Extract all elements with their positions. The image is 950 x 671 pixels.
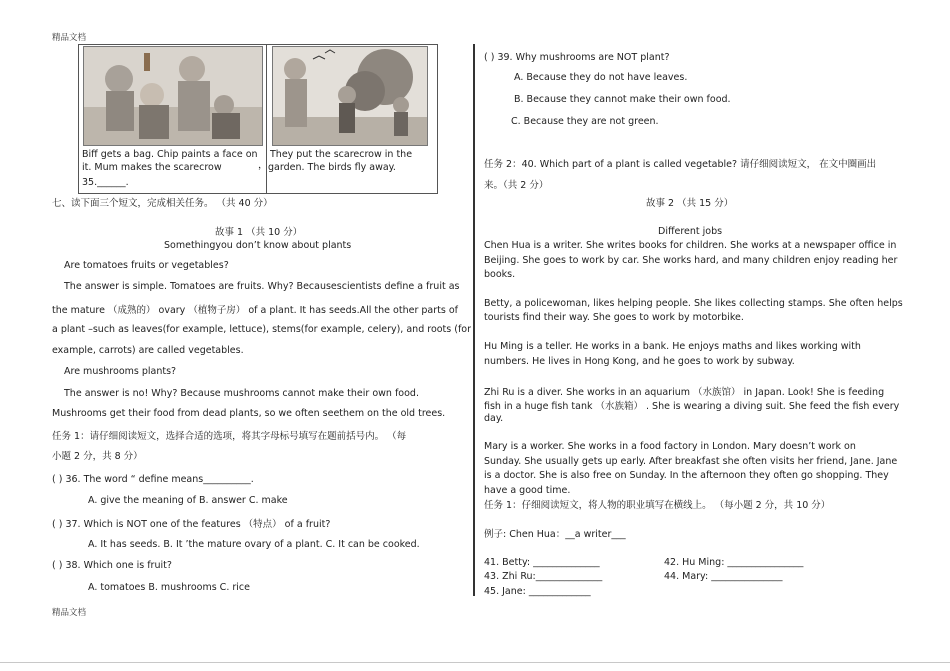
story-2-subtitle: Different jobs bbox=[658, 226, 723, 237]
right-caption-line-1: They put the scarecrow in the bbox=[270, 149, 413, 160]
page-header-label: 精品文档 bbox=[52, 33, 87, 43]
question-38: ( ) 38. Which one is fruit? bbox=[52, 560, 172, 571]
story-2-paragraph-line: books. bbox=[484, 269, 516, 280]
task-2-question-40-cont: 来。（共 2 分） bbox=[484, 180, 549, 191]
story-2-paragraph-line: numbers. He lives in Hong Kong, and he goes to work by subway. bbox=[484, 356, 795, 367]
story-2-heading: 故事 2 （共 15 分） bbox=[646, 198, 734, 209]
answer-45-jane: 45. Jane: _____________ bbox=[484, 586, 591, 597]
task-1-instruction: 任务 1：请仔细阅读短文，选择合适的选项，将其字母标号填写在题前括号内。 （每 bbox=[52, 431, 407, 442]
story-1-line: The answer is simple. Tomatoes are fruits. Why? Becausescientists define a fruit as bbox=[64, 281, 460, 292]
story-2-paragraph-line: Sunday. She usually gets up early. After breakfast she often visits her friend, Jane. Jane bbox=[484, 456, 898, 467]
story-2-paragraph-line: Hu Ming is a teller. He works in a bank. He enjoys maths and likes working with bbox=[484, 341, 861, 352]
answer-44-mary: 44. Mary: _______________ bbox=[664, 571, 783, 582]
question-39-option-b: B. Because they cannot make their own food. bbox=[514, 94, 731, 105]
story-picture-divider bbox=[266, 44, 267, 194]
story-2-paragraph-line: have a good time. bbox=[484, 485, 571, 496]
scarecrow-garden-illustration bbox=[272, 46, 428, 146]
task-2-question-40: 任务 2：40. Which part of a plant is called vegetable? 请仔细阅读短文， 在文中圈画出 bbox=[484, 159, 877, 170]
story-1-subtitle: Somethingyou don’t know about plants bbox=[164, 240, 352, 251]
task-1-instruction-cont: 小题 2 分，共 8 分） bbox=[52, 451, 143, 462]
story-1-line: Mushrooms get their food from dead plants, so we often seethem on the old trees. bbox=[52, 408, 446, 419]
story-2-paragraph-line: Betty, a policewoman, likes helping people. She likes collecting stamps. She often helps bbox=[484, 298, 903, 309]
story-1-line: Are mushrooms plants? bbox=[64, 366, 177, 377]
story-1-line: example, carrots) are called vegetables. bbox=[52, 345, 244, 356]
page-footer-label: 精品文档 bbox=[52, 608, 87, 618]
story-2-paragraph-line: tourists find their way. She goes to work by motorbike. bbox=[484, 312, 744, 323]
answer-43-zhi-ru: 43. Zhi Ru:______________ bbox=[484, 571, 603, 582]
story-1-heading: 故事 1 （共 10 分） bbox=[215, 227, 303, 238]
question-36: ( ) 36. The word “ define means__________. bbox=[52, 474, 254, 485]
story-2-paragraph-line: Mary is a worker. She works in a food factory in London. Mary doesn’t work on bbox=[484, 441, 856, 452]
question-38-options: A. tomatoes B. mushrooms C. rice bbox=[88, 582, 250, 593]
right-caption-line-2: garden. The birds fly away. bbox=[268, 162, 396, 173]
column-divider bbox=[473, 44, 475, 596]
story-2-example: 例子: Chen Hua：__a writer___ bbox=[484, 529, 626, 540]
scarecrow-making-illustration bbox=[83, 46, 263, 146]
answer-41-betty: 41. Betty: ______________ bbox=[484, 557, 600, 568]
story-2-paragraph-line: day. bbox=[484, 413, 504, 424]
left-caption-line-2: it. Mum makes the scarecrow bbox=[82, 162, 222, 173]
question-36-options: A. give the meaning of B. answer C. make bbox=[88, 495, 288, 506]
question-39: ( ) 39. Why mushrooms are NOT plant? bbox=[484, 52, 670, 63]
story-1-line: a plant –such as leaves(for example, lettuce), stems(for example, celery), and roots (for bbox=[52, 324, 472, 335]
section-7-title: 七、读下面三个短文，完成相关任务。 （共 40 分） bbox=[52, 198, 273, 209]
story-2-paragraph-line: Beijing. She goes to work by car. She works hard, and many children enjoy reading her bbox=[484, 255, 898, 266]
story-1-line: Are tomatoes fruits or vegetables? bbox=[64, 260, 229, 271]
story-2-paragraph-line: Chen Hua is a writer. She writes books for children. She works at a newspaper office in bbox=[484, 240, 897, 251]
story-1-line: the mature （成熟的） ovary （植物子房） of a plant. It has seeds.All the other parts of bbox=[52, 305, 458, 316]
question-35-blank: 35.______. bbox=[82, 177, 129, 188]
story-2-task-instruction: 任务 1：仔细阅读短文，将人物的职业填写在横线上。 （每小题 2 分，共 10 分） bbox=[484, 500, 831, 511]
question-39-option-a: A. Because they do not have leaves. bbox=[514, 72, 688, 83]
story-2-paragraph-line: is a doctor. She is also free on Sunday. In the afternoon they often go shopping. They bbox=[484, 470, 889, 481]
question-39-option-c: C. Because they are not green. bbox=[511, 116, 659, 127]
answer-42-hu-ming: 42. Hu Ming: ________________ bbox=[664, 557, 804, 568]
page-bottom-rule bbox=[0, 662, 950, 663]
left-caption-line-1: Biff gets a bag. Chip paints a face on bbox=[82, 149, 258, 160]
story-2-paragraph-line: fish in a huge fish tank （水族箱） . She is wearing a diving suit. She feed the fish every bbox=[484, 401, 900, 412]
story-1-line: The answer is no! Why? Because mushrooms cannot make their own food. bbox=[64, 388, 419, 399]
question-37: ( ) 37. Which is NOT one of the features （特点） of a fruit? bbox=[52, 519, 331, 530]
question-37-options: A. It has seeds. B. It ’the mature ovary of a plant. C. It can be cooked. bbox=[88, 539, 420, 550]
caption-comma: ， bbox=[258, 160, 268, 171]
story-2-paragraph-line: Zhi Ru is a diver. She works in an aquarium （水族馆） in Japan. Look! She is feeding bbox=[484, 387, 885, 398]
